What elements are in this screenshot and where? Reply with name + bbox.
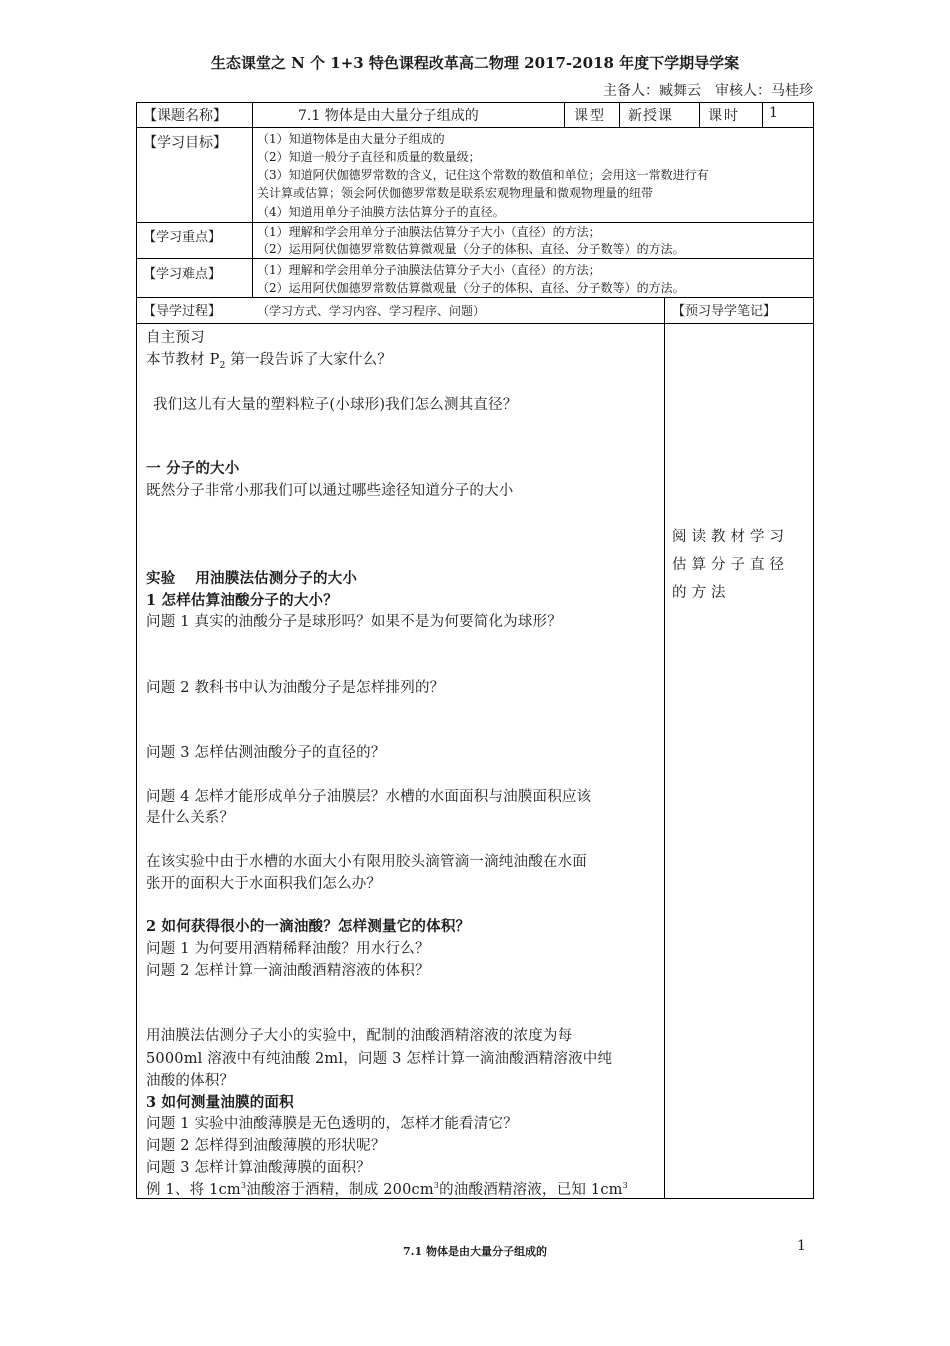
question-line: 问题 2 教科书中认为油酸分子是怎样排列的？ bbox=[146, 680, 445, 696]
process-label: 【导学过程】 bbox=[143, 304, 222, 319]
question-line: 问题 4 怎样才能形成单分子油膜层？水槽的水面面积与油膜面积应该 bbox=[146, 789, 592, 805]
subsection-heading: 1 怎样估算油酸分子的大小？ bbox=[146, 592, 338, 609]
example-line: 例 1、将 $1cm^3$油酸溶于酒精，制成 $200cm^3$的油酸酒精溶液，已知 $1cm^3$ bbox=[146, 1181, 628, 1198]
question-line: 问题 1 实验中油酸薄膜是无色透明的，怎样才能看清它？ bbox=[146, 1116, 518, 1132]
question-line: 问题 1 为何要用酒精稀释油酸？用水行么？ bbox=[146, 941, 430, 957]
goals-label: 【学习目标】 bbox=[143, 135, 227, 151]
goal-line: （4）知道用单分子油膜方法估算分子的直径。 bbox=[257, 205, 505, 219]
goal-line: （1）知道物体是由大量分子组成的 bbox=[257, 132, 445, 146]
question-line: 我们这儿有大量的塑料粒子(小球形)我们怎么测其直径？ bbox=[153, 397, 518, 413]
question-line: 用油膜法估测分子大小的实验中，配制的油酸酒精溶液的浓度为每 bbox=[146, 1028, 573, 1044]
difficulties-label: 【学习难点】 bbox=[143, 267, 222, 282]
question-line: 问题 3 怎样计算油酸薄膜的面积？ bbox=[146, 1160, 371, 1176]
subsection-heading: 3 如何测量油膜的面积 bbox=[146, 1094, 294, 1111]
question-line: 在该实验中由于水槽的水面大小有限用胶头滴管滴一滴纯油酸在水面 bbox=[146, 854, 587, 870]
question-line: 问题 2 怎样计算一滴油酸酒精溶液的体积？ bbox=[146, 963, 430, 979]
topic-value: 7.1 物体是由大量分子组成的 bbox=[298, 108, 479, 124]
question-line: 本节教材 $P_2$ 第一段告诉了大家什么？ bbox=[146, 352, 393, 371]
lesson-type-label: 课型 bbox=[574, 108, 606, 124]
process-description: （学习方式、学习内容、学习程序、问题） bbox=[257, 304, 486, 318]
experiment-heading: 实验 用油膜法估测分子的大小 bbox=[146, 570, 358, 587]
key-point-line: （1）理解和学会用单分子油膜法估算分子大小（直径）的方法； bbox=[257, 225, 601, 239]
goal-line: （3）知道阿伏伽德罗常数的含义，记住这个常数的数值和单位；会用这一常数进行有 bbox=[257, 168, 709, 182]
page-number: 1 bbox=[797, 1238, 806, 1254]
page-footer: 7.1 物体是由大量分子组成的 bbox=[403, 1245, 547, 1258]
question-line: 既然分子非常小那我们可以通过哪些途径知道分子的大小 bbox=[146, 483, 514, 499]
question-line: 张开的面积大于水面积我们怎么办？ bbox=[146, 876, 382, 892]
difficulty-line: （1）理解和学会用单分子油膜法估算分子大小（直径）的方法； bbox=[257, 263, 601, 277]
topic-label: 【课题名称】 bbox=[143, 108, 227, 124]
question-line: 是什么关系？ bbox=[146, 810, 235, 826]
goal-line: 关计算或估算；领会阿伏伽德罗常数是联系宏观物理量和微观物理量的纽带 bbox=[257, 186, 654, 200]
difficulty-line: （2）运用阿伏伽德罗常数估算微观量（分子的体积、直径、分子数等）的方法。 bbox=[257, 281, 685, 295]
study-note: 阅读教材学习估算分子直径的方法 bbox=[672, 529, 789, 601]
class-hours-label: 课时 bbox=[708, 108, 740, 124]
question-line: 5000ml 溶液中有纯油酸 2ml，问题 3 怎样计算一滴油酸酒精溶液中纯 bbox=[146, 1051, 613, 1067]
class-hours-value: 1 bbox=[769, 105, 778, 121]
subsection-heading: 2 如何获得很小的一滴油酸？怎样测量它的体积？ bbox=[146, 918, 471, 935]
question-line: 问题 2 怎样得到油酸薄膜的形状呢？ bbox=[146, 1138, 386, 1154]
key-point-line: （2）运用阿伏伽德罗常数估算微观量（分子的体积、直径、分子数等）的方法。 bbox=[257, 242, 685, 256]
question-line: 问题 1 真实的油酸分子是球形吗？如果不是为何要简化为球形？ bbox=[146, 614, 562, 630]
notes-label: 【预习导学笔记】 bbox=[672, 304, 777, 319]
goal-line: （2）知道一般分子直径和质量的数量级； bbox=[257, 150, 481, 164]
document-title: 生态课堂之 N 个 1+3 特色课程改革高二物理 2017-2018 年度下学期导学案 bbox=[210, 54, 740, 72]
lesson-type-value: 新授课 bbox=[628, 108, 673, 124]
question-line: 问题 3 怎样估测油酸分子的直径的？ bbox=[146, 745, 386, 761]
question-line: 油酸的体积？ bbox=[146, 1073, 235, 1089]
key-points-label: 【学习重点】 bbox=[143, 230, 222, 245]
authors-line: 主备人：臧舞云 审核人：马桂珍 bbox=[603, 83, 813, 99]
section-heading: 一 分子的大小 bbox=[146, 460, 240, 477]
section-self-study: 自主预习 bbox=[146, 330, 205, 346]
